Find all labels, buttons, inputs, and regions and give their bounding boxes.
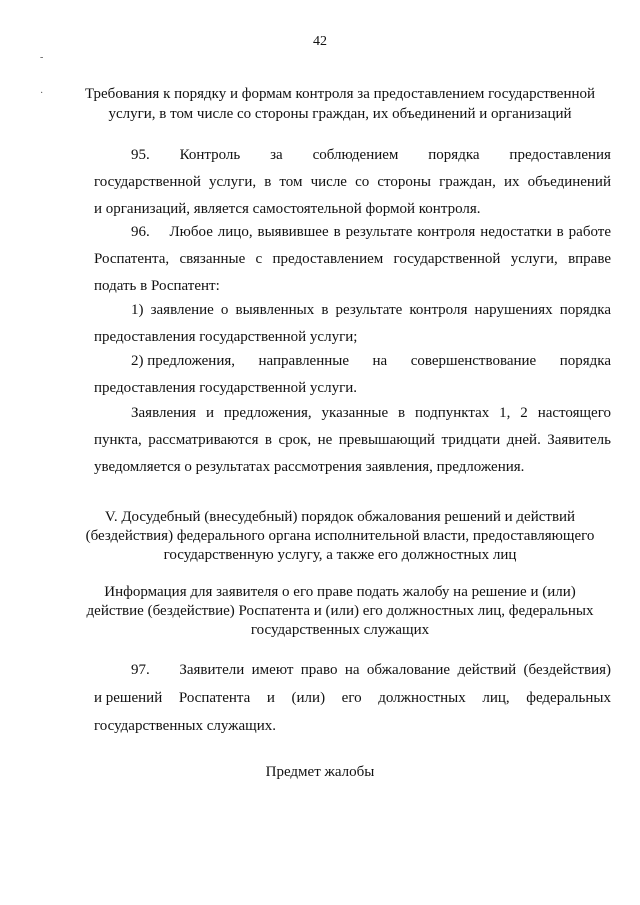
word: за — [270, 147, 283, 163]
paragraph-95 — [94, 142, 611, 223]
list-item-1 — [94, 297, 611, 351]
paragraph-number: 95. — [131, 147, 150, 163]
section-heading-line: Требования к порядку и формам контроля за предоставлением государственной — [84, 86, 596, 102]
info-heading-line: действие (бездействие) Роспатента и (или) его должностных лиц, федеральных — [86, 603, 594, 619]
info-heading-line: Информация для заявителя о его праве подать жалобу на решение и (или) — [104, 584, 576, 600]
word: 2) предложения, — [131, 353, 236, 369]
list-item-1-line1: 1) заявление о выявленных в результате контроля нарушениях порядка — [131, 302, 611, 318]
section-v-heading-line: V. Досудебный (внесудебный) порядок обжалования решений и действий — [104, 509, 576, 525]
paragraph-95-line1 — [94, 142, 611, 169]
word: его — [341, 690, 362, 706]
paragraph-96-line3: подать в Роспатент: — [94, 278, 220, 294]
paragraph-96 — [94, 219, 611, 300]
list-item-2-line1 — [94, 348, 611, 375]
paragraph-97-line2 — [94, 684, 611, 712]
section-v-heading-line: (бездействия) федерального органа исполнительной власти, предоставляющего — [85, 528, 595, 544]
section-heading-line: услуги, в том числе со стороны граждан, их объединений и организаций — [108, 106, 572, 122]
word: на — [372, 353, 388, 369]
info-heading — [80, 583, 600, 640]
word: порядка — [559, 353, 611, 369]
list-item-1-line2: предоставления государственной услуги; — [94, 329, 358, 345]
paragraph-97 — [94, 656, 611, 740]
applications-line2: пункта, рассматриваются в срок, не превышающий тридцати дней. Заявитель — [94, 432, 611, 448]
list-item-2-line2: предоставления государственной услуги. — [94, 380, 358, 396]
subject-heading: Предмет жалобы — [265, 764, 375, 780]
word: (или) — [291, 690, 326, 706]
page-number: 42 — [313, 34, 327, 49]
margin-mark: - — [40, 52, 44, 63]
paragraph-97-line1: 97. Заявители имеют право на обжалование действий (бездействия) — [131, 662, 611, 678]
word: Контроль — [179, 147, 241, 163]
word: Роспатента — [178, 690, 251, 706]
applications-line3: уведомляется о результатах рассмотрения заявления, предложения. — [94, 459, 525, 475]
word: порядка — [428, 147, 480, 163]
word: и решений — [94, 690, 163, 706]
paragraph-95-line2: государственной услуги, в том числе со стороны граждан, их объединений — [94, 174, 611, 190]
applications-line1: Заявления и предложения, указанные в подпунктах 1, 2 настоящего — [131, 405, 611, 421]
paragraph-95-line3: и организаций, является самостоятельной формой контроля. — [94, 201, 481, 217]
applications-paragraph — [94, 400, 611, 481]
list-item-2 — [94, 348, 611, 402]
word: лиц, — [482, 690, 510, 706]
word: совершенствование — [410, 353, 537, 369]
section-v-heading-line: государственную услугу, а также его должностных лиц — [163, 547, 517, 563]
paragraph-96-line2: Роспатента, связанные с предоставлением государственной услуги, вправе — [94, 251, 611, 267]
word: соблюдением — [312, 147, 399, 163]
word: должностных — [378, 690, 466, 706]
section-v-heading — [80, 508, 600, 565]
paragraph-96-line1: 96. Любое лицо, выявившее в результате контроля недостатки в работе — [131, 224, 611, 240]
margin-mark: · — [40, 88, 44, 99]
word: и — [266, 690, 275, 706]
info-heading-line: государственных служащих — [250, 622, 430, 638]
word: федеральных — [526, 690, 611, 706]
word: предоставления — [509, 147, 611, 163]
word: направленные — [258, 353, 350, 369]
paragraph-97-line3: государственных служащих. — [94, 718, 276, 734]
section-heading — [80, 84, 600, 124]
